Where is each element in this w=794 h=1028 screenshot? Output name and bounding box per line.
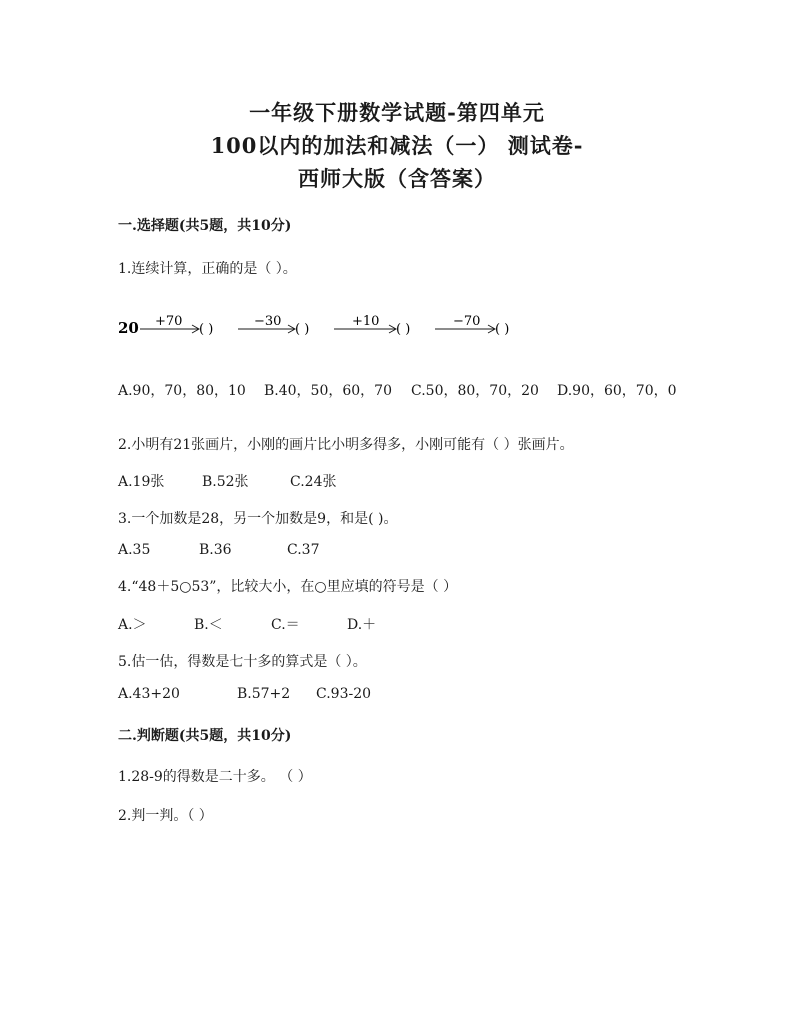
question-4-option-b[interactable]: B.＜ <box>194 617 223 633</box>
question-1-option-b[interactable]: B.40，50，60，70 <box>264 383 392 399</box>
chain-blank-3: ( ) <box>396 322 411 337</box>
question-1-option-d[interactable]: D.90，60，70，0 <box>557 383 677 399</box>
question-2-option-b[interactable]: B.52张 <box>202 474 249 490</box>
question-2-text: 2.小明有21张画片，小刚的画片比小明多得多，小刚可能有（ ）张画片。 <box>118 437 574 453</box>
chain-step-4-label: −70 <box>453 314 481 329</box>
question-1-text: 1.连续计算，正确的是（ ）。 <box>118 261 297 277</box>
chain-step-1-label: +70 <box>155 314 183 329</box>
chain-blank-1: ( ) <box>199 322 214 337</box>
question-1-option-a[interactable]: A.90，70，80，10 <box>118 383 246 399</box>
chain-blank-2: ( ) <box>295 322 310 337</box>
question-5-text: 5.估一估，得数是七十多的算式是（ ）。 <box>118 654 367 670</box>
question-1-option-c[interactable]: C.50，80，70，20 <box>411 383 539 399</box>
question-5-option-c[interactable]: C.93-20 <box>316 686 372 702</box>
chain-step-2-label: −30 <box>254 314 282 329</box>
question-3-text: 3.一个加数是28，另一个加数是9，和是( )。 <box>118 511 398 527</box>
question-3-option-c[interactable]: C.37 <box>287 542 320 558</box>
chain-blank-4: ( ) <box>495 322 510 337</box>
calculation-chain <box>118 310 558 346</box>
question-5-option-b[interactable]: B.57+2 <box>237 686 291 702</box>
question-4-option-d[interactable]: D.＋ <box>347 617 377 633</box>
title-line-3: 西师大版（含答案） <box>298 166 496 191</box>
question-4-text: 4.“48＋5○53”，比较大小，在○里应填的符号是（ ） <box>118 579 458 595</box>
question-2-option-c[interactable]: C.24张 <box>290 474 337 490</box>
section-heading-judgement: 二.判断题(共5题，共10分) <box>118 728 292 744</box>
judgement-question-1-text: 1.28-9的得数是二十多。 （ ） <box>118 769 312 785</box>
title-line-2: 100以内的加法和减法（一） 测试卷- <box>210 133 584 158</box>
chain-start-number: 20 <box>118 319 139 337</box>
question-5-option-a[interactable]: A.43+20 <box>118 686 180 702</box>
question-4-option-c[interactable]: C.＝ <box>271 617 300 633</box>
judgement-question-2-text: 2.判一判。（ ） <box>118 808 213 824</box>
question-4-option-a[interactable]: A.＞ <box>118 617 147 633</box>
chain-step-3-label: +10 <box>352 314 380 329</box>
question-3-option-a[interactable]: A.35 <box>118 542 151 558</box>
question-2-option-a[interactable]: A.19张 <box>118 474 165 490</box>
section-heading-choice: 一.选择题(共5题，共10分) <box>118 218 292 234</box>
question-3-option-b[interactable]: B.36 <box>199 542 232 558</box>
title-line-1: 一年级下册数学试题-第四单元 <box>249 100 545 125</box>
